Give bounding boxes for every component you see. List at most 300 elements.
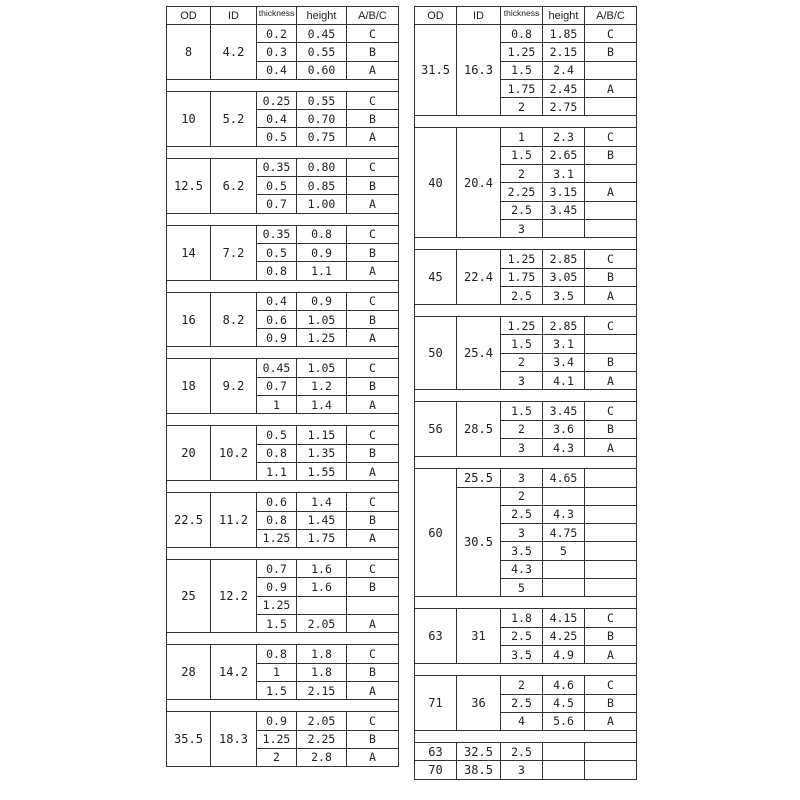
thickness-cell: 0.5 xyxy=(257,243,297,261)
height-cell: 2.65 xyxy=(543,146,585,164)
thickness-cell: 1 xyxy=(257,663,297,681)
group-separator xyxy=(167,548,399,560)
od-cell: 40 xyxy=(415,128,457,238)
thickness-cell: 1.75 xyxy=(501,268,543,286)
grade-cell: A xyxy=(347,195,399,213)
height-cell: 1.4 xyxy=(297,396,347,414)
height-cell xyxy=(543,560,585,578)
thickness-cell: 1.5 xyxy=(257,615,297,633)
height-cell: 1.2 xyxy=(297,377,347,395)
height-cell: 1.05 xyxy=(297,359,347,377)
thickness-cell: 2.5 xyxy=(501,201,543,219)
id-cell: 25.4 xyxy=(457,317,501,390)
grade-cell: B xyxy=(585,353,637,371)
height-cell: 5.6 xyxy=(543,712,585,730)
thickness-cell: 1.25 xyxy=(257,529,297,547)
id-cell: 5.2 xyxy=(211,91,257,146)
id-cell: 22.4 xyxy=(457,250,501,305)
height-cell: 2.75 xyxy=(543,98,585,116)
thickness-cell: 2 xyxy=(501,487,543,505)
od-cell: 50 xyxy=(415,317,457,390)
height-cell: 3.4 xyxy=(543,353,585,371)
height-cell: 1.15 xyxy=(297,426,347,444)
id-cell: 4.2 xyxy=(211,25,257,80)
thickness-cell: 1.25 xyxy=(257,730,297,748)
height-cell: 0.60 xyxy=(297,61,347,79)
thickness-cell: 3 xyxy=(501,219,543,237)
group-separator xyxy=(415,457,637,469)
height-cell: 2.85 xyxy=(543,317,585,335)
height-cell xyxy=(543,219,585,237)
thickness-cell: 1 xyxy=(257,396,297,414)
table-row xyxy=(415,250,637,268)
thickness-cell: 0.8 xyxy=(257,262,297,280)
group-separator xyxy=(415,731,637,743)
grade-cell xyxy=(585,542,637,560)
header-od: OD xyxy=(167,7,211,25)
grade-cell xyxy=(585,469,637,487)
group-separator xyxy=(415,238,637,250)
height-cell: 3.5 xyxy=(543,286,585,304)
group-separator xyxy=(415,116,637,128)
thickness-cell: 3.5 xyxy=(501,645,543,663)
height-cell: 4.65 xyxy=(543,469,585,487)
group-separator xyxy=(167,280,399,292)
separator-cell xyxy=(167,481,399,493)
od-cell: 16 xyxy=(167,292,211,347)
height-cell: 5 xyxy=(543,542,585,560)
od-cell: 31.5 xyxy=(415,25,457,116)
thickness-cell: 0.2 xyxy=(257,25,297,43)
table-row xyxy=(167,292,399,310)
thickness-cell: 2.5 xyxy=(501,743,543,761)
height-cell: 3.45 xyxy=(543,402,585,420)
height-cell: 0.85 xyxy=(297,177,347,195)
height-cell: 2.3 xyxy=(543,128,585,146)
height-cell: 1.35 xyxy=(297,444,347,462)
height-cell: 4.9 xyxy=(543,645,585,663)
header-od: OD xyxy=(415,7,457,25)
height-cell: 3.05 xyxy=(543,268,585,286)
header-id: ID xyxy=(457,7,501,25)
group-separator xyxy=(167,213,399,225)
grade-cell: C xyxy=(347,426,399,444)
group-separator xyxy=(167,481,399,493)
group-separator xyxy=(415,390,637,402)
grade-cell: C xyxy=(585,317,637,335)
height-cell: 4.5 xyxy=(543,694,585,712)
header-grade: A/B/C xyxy=(347,7,399,25)
od-cell: 35.5 xyxy=(167,712,211,767)
height-cell: 4.3 xyxy=(543,438,585,456)
od-cell: 56 xyxy=(415,402,457,457)
od-cell: 10 xyxy=(167,91,211,146)
grade-cell: C xyxy=(585,128,637,146)
height-cell: 4.1 xyxy=(543,372,585,390)
group-separator xyxy=(167,347,399,359)
thickness-cell: 1.8 xyxy=(501,609,543,627)
grade-cell: A xyxy=(347,681,399,699)
grade-cell: B xyxy=(347,43,399,61)
group-separator xyxy=(415,664,637,676)
height-cell: 4.6 xyxy=(543,676,585,694)
grade-cell: A xyxy=(347,748,399,766)
grade-cell: B xyxy=(347,243,399,261)
id-cell: 30.5 xyxy=(457,487,501,597)
grade-cell: A xyxy=(585,438,637,456)
grade-cell xyxy=(585,761,637,779)
thickness-cell: 0.8 xyxy=(257,511,297,529)
grade-cell xyxy=(585,487,637,505)
height-cell: 1.55 xyxy=(297,462,347,480)
id-cell: 31 xyxy=(457,609,501,664)
id-cell: 10.2 xyxy=(211,426,257,481)
height-cell: 2.25 xyxy=(297,730,347,748)
height-cell: 1.4 xyxy=(297,493,347,511)
grade-cell: C xyxy=(347,712,399,730)
height-cell: 1.45 xyxy=(297,511,347,529)
separator-cell xyxy=(415,457,637,469)
thickness-cell: 3 xyxy=(501,438,543,456)
grade-cell: A xyxy=(347,128,399,146)
height-cell: 2.85 xyxy=(543,250,585,268)
table-row xyxy=(167,225,399,243)
height-cell xyxy=(297,596,347,614)
thickness-cell: 0.35 xyxy=(257,158,297,176)
thickness-cell: 0.8 xyxy=(257,444,297,462)
grade-cell: C xyxy=(347,359,399,377)
id-cell: 38.5 xyxy=(457,761,501,779)
id-cell: 8.2 xyxy=(211,292,257,347)
grade-cell: B xyxy=(347,511,399,529)
grade-cell: C xyxy=(347,158,399,176)
separator-cell xyxy=(167,700,399,712)
table-row xyxy=(167,426,399,444)
thickness-cell: 1.5 xyxy=(501,335,543,353)
thickness-cell: 5 xyxy=(501,579,543,597)
grade-cell: B xyxy=(585,420,637,438)
height-cell: 0.9 xyxy=(297,292,347,310)
grade-cell: C xyxy=(585,25,637,43)
grade-cell: B xyxy=(585,146,637,164)
grade-cell: B xyxy=(347,310,399,328)
grade-cell: C xyxy=(347,25,399,43)
grade-cell: C xyxy=(585,402,637,420)
grade-cell xyxy=(585,579,637,597)
group-separator xyxy=(167,146,399,158)
thickness-cell: 2.5 xyxy=(501,627,543,645)
grade-cell: A xyxy=(347,615,399,633)
thickness-cell: 4.3 xyxy=(501,560,543,578)
height-cell xyxy=(543,761,585,779)
group-separator xyxy=(167,414,399,426)
grade-cell: C xyxy=(585,609,637,627)
height-cell: 1.1 xyxy=(297,262,347,280)
grade-cell: C xyxy=(585,676,637,694)
grade-cell xyxy=(585,219,637,237)
grade-cell: C xyxy=(347,91,399,109)
thickness-cell: 2 xyxy=(501,165,543,183)
thickness-cell: 0.8 xyxy=(257,645,297,663)
separator-cell xyxy=(415,664,637,676)
id-cell: 12.2 xyxy=(211,560,257,633)
grade-cell: C xyxy=(347,645,399,663)
id-cell: 16.3 xyxy=(457,25,501,116)
separator-cell xyxy=(415,731,637,743)
height-cell: 3.6 xyxy=(543,420,585,438)
table-row xyxy=(167,91,399,109)
grade-cell: B xyxy=(347,177,399,195)
grade-cell: B xyxy=(347,110,399,128)
height-cell: 0.70 xyxy=(297,110,347,128)
thickness-cell: 2 xyxy=(501,353,543,371)
table-row xyxy=(415,469,637,487)
thickness-cell: 4 xyxy=(501,712,543,730)
height-cell: 0.80 xyxy=(297,158,347,176)
height-cell: 1.8 xyxy=(297,645,347,663)
grade-cell: B xyxy=(585,627,637,645)
thickness-cell: 1.25 xyxy=(257,596,297,614)
thickness-cell: 0.7 xyxy=(257,377,297,395)
grade-cell xyxy=(585,165,637,183)
grade-cell: A xyxy=(347,462,399,480)
header-grade: A/B/C xyxy=(585,7,637,25)
id-cell: 32.5 xyxy=(457,743,501,761)
grade-cell xyxy=(585,524,637,542)
group-separator xyxy=(167,79,399,91)
od-cell: 45 xyxy=(415,250,457,305)
table-row xyxy=(415,402,637,420)
header-thickness: thickness xyxy=(257,7,297,25)
thickness-cell: 3 xyxy=(501,524,543,542)
separator-cell xyxy=(167,633,399,645)
grade-cell xyxy=(585,201,637,219)
grade-cell xyxy=(585,560,637,578)
separator-cell xyxy=(167,347,399,359)
thickness-cell: 1.5 xyxy=(501,146,543,164)
height-cell: 1.8 xyxy=(297,663,347,681)
thickness-cell: 0.4 xyxy=(257,110,297,128)
table-row xyxy=(415,609,637,627)
grade-cell: A xyxy=(585,183,637,201)
thickness-cell: 0.9 xyxy=(257,712,297,730)
grade-cell: A xyxy=(347,262,399,280)
height-cell: 4.75 xyxy=(543,524,585,542)
grade-cell xyxy=(585,743,637,761)
thickness-cell: 3 xyxy=(501,469,543,487)
height-cell: 1.05 xyxy=(297,310,347,328)
height-cell: 1.25 xyxy=(297,329,347,347)
table-row xyxy=(167,359,399,377)
grade-cell: B xyxy=(585,268,637,286)
height-cell xyxy=(543,743,585,761)
grade-cell: A xyxy=(347,529,399,547)
height-cell xyxy=(543,579,585,597)
id-cell: 18.3 xyxy=(211,712,257,767)
separator-cell xyxy=(167,146,399,158)
thickness-cell: 2 xyxy=(501,98,543,116)
thickness-cell: 0.4 xyxy=(257,61,297,79)
right-spec-table xyxy=(414,6,637,780)
id-cell: 6.2 xyxy=(211,158,257,213)
height-cell: 3.1 xyxy=(543,335,585,353)
separator-cell xyxy=(415,116,637,128)
table-row xyxy=(167,712,399,730)
height-cell: 0.75 xyxy=(297,128,347,146)
grade-cell: A xyxy=(585,286,637,304)
id-cell: 7.2 xyxy=(211,225,257,280)
height-cell: 3.15 xyxy=(543,183,585,201)
height-cell: 2.15 xyxy=(297,681,347,699)
grade-cell xyxy=(585,505,637,523)
thickness-cell: 2.5 xyxy=(501,286,543,304)
height-cell: 1.85 xyxy=(543,25,585,43)
thickness-cell: 0.6 xyxy=(257,493,297,511)
height-cell: 4.3 xyxy=(543,505,585,523)
grade-cell: B xyxy=(347,578,399,596)
id-cell: 9.2 xyxy=(211,359,257,414)
separator-cell xyxy=(415,305,637,317)
thickness-cell: 1.25 xyxy=(501,317,543,335)
height-cell: 0.8 xyxy=(297,225,347,243)
thickness-cell: 1.5 xyxy=(501,402,543,420)
od-cell: 14 xyxy=(167,225,211,280)
height-cell: 4.25 xyxy=(543,627,585,645)
table-row xyxy=(167,25,399,43)
grade-cell: B xyxy=(585,694,637,712)
grade-cell xyxy=(585,61,637,79)
od-cell: 63 xyxy=(415,743,457,761)
header-thickness: thickness xyxy=(501,7,543,25)
thickness-cell: 0.35 xyxy=(257,225,297,243)
thickness-cell: 3.5 xyxy=(501,542,543,560)
grade-cell xyxy=(585,98,637,116)
thickness-cell: 2.5 xyxy=(501,505,543,523)
grade-cell: B xyxy=(347,730,399,748)
od-cell: 25 xyxy=(167,560,211,633)
thickness-cell: 0.45 xyxy=(257,359,297,377)
table-row xyxy=(415,128,637,146)
thickness-cell: 3 xyxy=(501,372,543,390)
table-row xyxy=(167,560,399,578)
id-cell: 28.5 xyxy=(457,402,501,457)
grade-cell: A xyxy=(347,61,399,79)
header-height: height xyxy=(297,7,347,25)
group-separator xyxy=(167,700,399,712)
table-row xyxy=(167,645,399,663)
height-cell: 1.6 xyxy=(297,578,347,596)
table-row xyxy=(167,158,399,176)
height-cell: 1.75 xyxy=(297,529,347,547)
height-cell: 2.8 xyxy=(297,748,347,766)
od-cell: 20 xyxy=(167,426,211,481)
height-cell: 0.55 xyxy=(297,91,347,109)
grade-cell: A xyxy=(585,372,637,390)
grade-cell: C xyxy=(347,292,399,310)
thickness-cell: 1.5 xyxy=(501,61,543,79)
table-row xyxy=(415,743,637,761)
thickness-cell: 0.5 xyxy=(257,426,297,444)
id-cell: 14.2 xyxy=(211,645,257,700)
thickness-cell: 0.6 xyxy=(257,310,297,328)
grade-cell: A xyxy=(585,712,637,730)
grade-cell: A xyxy=(585,79,637,97)
separator-cell xyxy=(167,414,399,426)
separator-cell xyxy=(415,597,637,609)
grade-cell: C xyxy=(347,560,399,578)
table-row xyxy=(167,493,399,511)
thickness-cell: 1.25 xyxy=(501,43,543,61)
height-cell: 3.1 xyxy=(543,165,585,183)
header-height: height xyxy=(543,7,585,25)
separator-cell xyxy=(167,280,399,292)
thickness-cell: 1.25 xyxy=(501,250,543,268)
grade-cell xyxy=(347,596,399,614)
thickness-cell: 0.5 xyxy=(257,177,297,195)
grade-cell xyxy=(585,335,637,353)
thickness-cell: 2.25 xyxy=(501,183,543,201)
thickness-cell: 0.4 xyxy=(257,292,297,310)
group-separator xyxy=(167,633,399,645)
grade-cell: A xyxy=(347,329,399,347)
separator-cell xyxy=(167,213,399,225)
table-row xyxy=(415,761,637,779)
grade-cell: B xyxy=(347,444,399,462)
height-cell: 2.05 xyxy=(297,615,347,633)
height-cell: 4.15 xyxy=(543,609,585,627)
thickness-cell: 0.9 xyxy=(257,578,297,596)
table-row xyxy=(415,676,637,694)
thickness-cell: 2 xyxy=(257,748,297,766)
id-cell: 25.5 xyxy=(457,469,501,487)
od-cell: 60 xyxy=(415,469,457,597)
grade-cell: C xyxy=(347,225,399,243)
height-cell xyxy=(543,487,585,505)
od-cell: 70 xyxy=(415,761,457,779)
grade-cell: A xyxy=(585,645,637,663)
od-cell: 22.5 xyxy=(167,493,211,548)
thickness-cell: 1.75 xyxy=(501,79,543,97)
table-row xyxy=(415,25,637,43)
separator-cell xyxy=(167,548,399,560)
grade-cell: A xyxy=(347,396,399,414)
od-cell: 28 xyxy=(167,645,211,700)
group-separator xyxy=(415,597,637,609)
separator-cell xyxy=(415,390,637,402)
thickness-cell: 3 xyxy=(501,761,543,779)
group-separator xyxy=(415,305,637,317)
height-cell: 2.4 xyxy=(543,61,585,79)
od-cell: 71 xyxy=(415,676,457,731)
height-cell: 0.9 xyxy=(297,243,347,261)
thickness-cell: 0.5 xyxy=(257,128,297,146)
thickness-cell: 2 xyxy=(501,420,543,438)
height-cell: 3.45 xyxy=(543,201,585,219)
thickness-cell: 0.3 xyxy=(257,43,297,61)
thickness-cell: 0.25 xyxy=(257,91,297,109)
od-cell: 8 xyxy=(167,25,211,80)
thickness-cell: 2.5 xyxy=(501,694,543,712)
id-cell: 36 xyxy=(457,676,501,731)
height-cell: 2.05 xyxy=(297,712,347,730)
grade-cell: C xyxy=(347,493,399,511)
thickness-cell: 0.9 xyxy=(257,329,297,347)
id-cell: 11.2 xyxy=(211,493,257,548)
od-cell: 63 xyxy=(415,609,457,664)
table-row xyxy=(415,317,637,335)
id-cell: 20.4 xyxy=(457,128,501,238)
height-cell: 2.45 xyxy=(543,79,585,97)
